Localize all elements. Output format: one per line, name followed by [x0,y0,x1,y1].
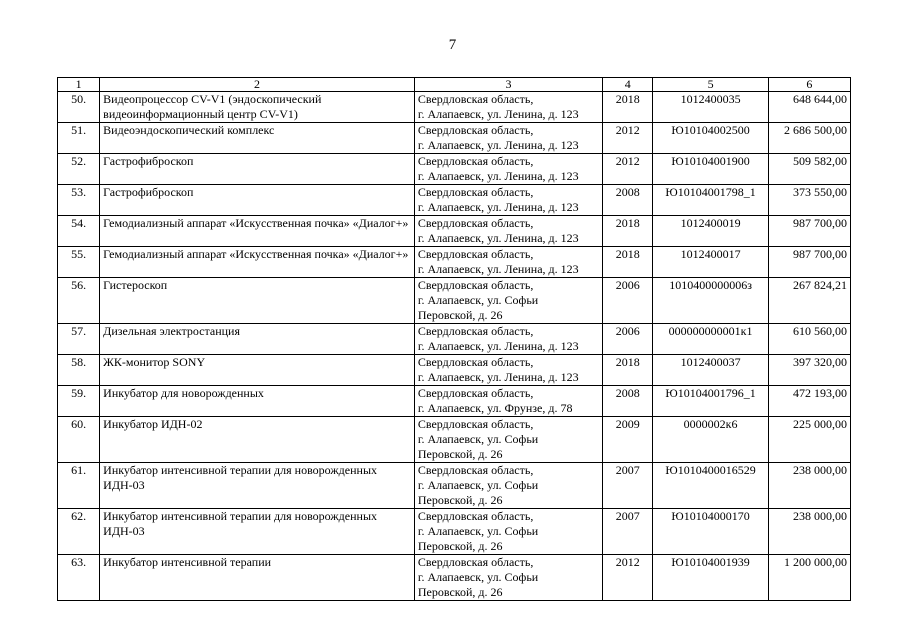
item-name-cell: Инкубатор интенсивной терапии для новорожденных ИДН-03 [100,509,415,555]
inventory-number-cell: Ю10104001939 [653,555,768,601]
table-row [58,324,851,355]
address-cell [414,355,602,386]
address-cell [414,185,602,216]
cost-cell: 1 200 000,00 [768,555,850,601]
address-cell [414,386,602,417]
table-row [58,92,851,123]
row-number-cell: 54. [58,216,100,247]
row-number-cell: 59. [58,386,100,417]
inventory-number-cell: 1012400019 [653,216,768,247]
inventory-number-cell: Ю10104001798_1 [653,185,768,216]
address-line: г. Алапаевск, ул. Ленина, д. 123 [417,169,579,183]
table-row [58,185,851,216]
address-line: г. Алапаевск, ул. Софьи [417,293,539,307]
address-line: Перовской, д. 26 [417,539,503,553]
address-line: Свердловская область, [417,278,534,292]
address-cell [414,216,602,247]
address-line: Свердловская область, [417,92,534,106]
cost-cell: 267 824,21 [768,278,850,324]
table-row [58,509,851,555]
year-cell: 2012 [603,123,653,154]
cost-cell: 987 700,00 [768,216,850,247]
inventory-number-cell: 1012400037 [653,355,768,386]
address-line: г. Алапаевск, ул. Ленина, д. 123 [417,107,579,121]
address-line: Свердловская область, [417,154,534,168]
row-number-cell: 57. [58,324,100,355]
row-number-cell: 56. [58,278,100,324]
row-number-cell: 52. [58,154,100,185]
cost-cell: 238 000,00 [768,463,850,509]
column-header: 6 [768,78,850,92]
row-number-cell: 53. [58,185,100,216]
year-cell: 2006 [603,278,653,324]
address-line: г. Алапаевск, ул. Ленина, д. 123 [417,262,579,276]
cost-cell: 2 686 500,00 [768,123,850,154]
address-cell [414,92,602,123]
table-row [58,463,851,509]
address-line: Перовской, д. 26 [417,493,503,507]
inventory-number-cell: Ю10104002500 [653,123,768,154]
cost-cell: 610 560,00 [768,324,850,355]
inventory-number-cell: 0000002к6 [653,417,768,463]
item-name-cell: Гемодиализный аппарат «Искусственная почка» «Диалог+» [100,216,415,247]
address-line: г. Алапаевск, ул. Софьи [417,432,539,446]
cost-cell: 238 000,00 [768,509,850,555]
year-cell: 2009 [603,417,653,463]
address-line: Свердловская область, [417,555,534,569]
year-cell: 2006 [603,324,653,355]
inventory-number-cell: Ю1010400016529 [653,463,768,509]
address-line: Свердловская область, [417,247,534,261]
item-name-cell: Инкубатор ИДН-02 [100,417,415,463]
year-cell: 2008 [603,185,653,216]
address-line: Свердловская область, [417,463,534,477]
cost-cell: 373 550,00 [768,185,850,216]
item-name-cell: Инкубатор для новорожденных [100,386,415,417]
table-body [58,92,851,601]
page-number: 7 [448,37,457,53]
address-line: Перовской, д. 26 [417,585,503,599]
table-row [58,278,851,324]
year-cell: 2012 [603,555,653,601]
row-number-cell: 61. [58,463,100,509]
cost-cell: 472 193,00 [768,386,850,417]
table-row [58,386,851,417]
address-cell [414,555,602,601]
item-name-cell: Видеопроцессор CV-V1 (эндоскопический видеоинформационный центр CV-V1) [100,92,415,123]
row-number-cell: 51. [58,123,100,154]
address-cell [414,278,602,324]
year-cell: 2007 [603,509,653,555]
year-cell: 2007 [603,463,653,509]
inventory-number-cell: 1012400035 [653,92,768,123]
item-name-cell: Гастрофиброскоп [100,185,415,216]
address-line: г. Алапаевск, ул. Софьи [417,524,539,538]
address-line: Свердловская область, [417,123,534,137]
row-number-cell: 60. [58,417,100,463]
year-cell: 2018 [603,247,653,278]
inventory-number-cell: 1010400000006з [653,278,768,324]
column-header: 3 [414,78,602,92]
equipment-registry-table [57,77,851,601]
address-cell [414,509,602,555]
inventory-number-cell: Ю10104000170 [653,509,768,555]
address-cell [414,154,602,185]
table-row [58,216,851,247]
address-cell [414,247,602,278]
year-cell: 2018 [603,92,653,123]
address-cell [414,417,602,463]
table-row [58,555,851,601]
column-header: 5 [653,78,768,92]
address-line: г. Алапаевск, ул. Софьи [417,570,539,584]
row-number-cell: 55. [58,247,100,278]
inventory-number-cell: 1012400017 [653,247,768,278]
address-line: Свердловская область, [417,216,534,230]
column-header: 2 [100,78,415,92]
address-cell [414,463,602,509]
cost-cell: 509 582,00 [768,154,850,185]
year-cell: 2018 [603,216,653,247]
column-number-row [58,78,851,92]
table-row [58,247,851,278]
item-name-cell: Инкубатор интенсивной терапии для новорожденных ИДН-03 [100,463,415,509]
inventory-number-cell: Ю10104001796_1 [653,386,768,417]
address-line: г. Алапаевск, ул. Ленина, д. 123 [417,370,579,384]
item-name-cell: Гастрофиброскоп [100,154,415,185]
address-line: Перовской, д. 26 [417,447,503,461]
address-line: Свердловская область, [417,509,534,523]
row-number-cell: 58. [58,355,100,386]
address-line: г. Алапаевск, ул. Фрунзе, д. 78 [417,401,573,415]
address-line: Свердловская область, [417,324,534,338]
table-header [58,78,851,92]
inventory-number-cell: Ю10104001900 [653,154,768,185]
row-number-cell: 50. [58,92,100,123]
address-cell [414,123,602,154]
year-cell: 2012 [603,154,653,185]
item-name-cell: Видеоэндоскопический комплекс [100,123,415,154]
column-header: 1 [58,78,100,92]
cost-cell: 225 000,00 [768,417,850,463]
address-line: г. Алапаевск, ул. Ленина, д. 123 [417,138,579,152]
table-row [58,417,851,463]
item-name-cell: Дизельная электростанция [100,324,415,355]
year-cell: 2008 [603,386,653,417]
table-row [58,123,851,154]
address-line: Перовской, д. 26 [417,308,503,322]
year-cell: 2018 [603,355,653,386]
address-line: г. Алапаевск, ул. Софьи [417,478,539,492]
item-name-cell: Инкубатор интенсивной терапии [100,555,415,601]
table-row [58,355,851,386]
item-name-cell: Гистероскоп [100,278,415,324]
address-line: Свердловская область, [417,355,534,369]
address-line: Свердловская область, [417,185,534,199]
address-cell [414,324,602,355]
address-line: г. Алапаевск, ул. Ленина, д. 123 [417,339,579,353]
inventory-number-cell: 000000000001к1 [653,324,768,355]
cost-cell: 987 700,00 [768,247,850,278]
cost-cell: 648 644,00 [768,92,850,123]
row-number-cell: 62. [58,509,100,555]
address-line: Свердловская область, [417,417,534,431]
table-row [58,154,851,185]
row-number-cell: 63. [58,555,100,601]
item-name-cell: Гемодиализный аппарат «Искусственная почка» «Диалог+» [100,247,415,278]
cost-cell: 397 320,00 [768,355,850,386]
column-header: 4 [603,78,653,92]
address-line: г. Алапаевск, ул. Ленина, д. 123 [417,231,579,245]
address-line: г. Алапаевск, ул. Ленина, д. 123 [417,200,579,214]
address-line: Свердловская область, [417,386,534,400]
item-name-cell: ЖК-монитор SONY [100,355,415,386]
